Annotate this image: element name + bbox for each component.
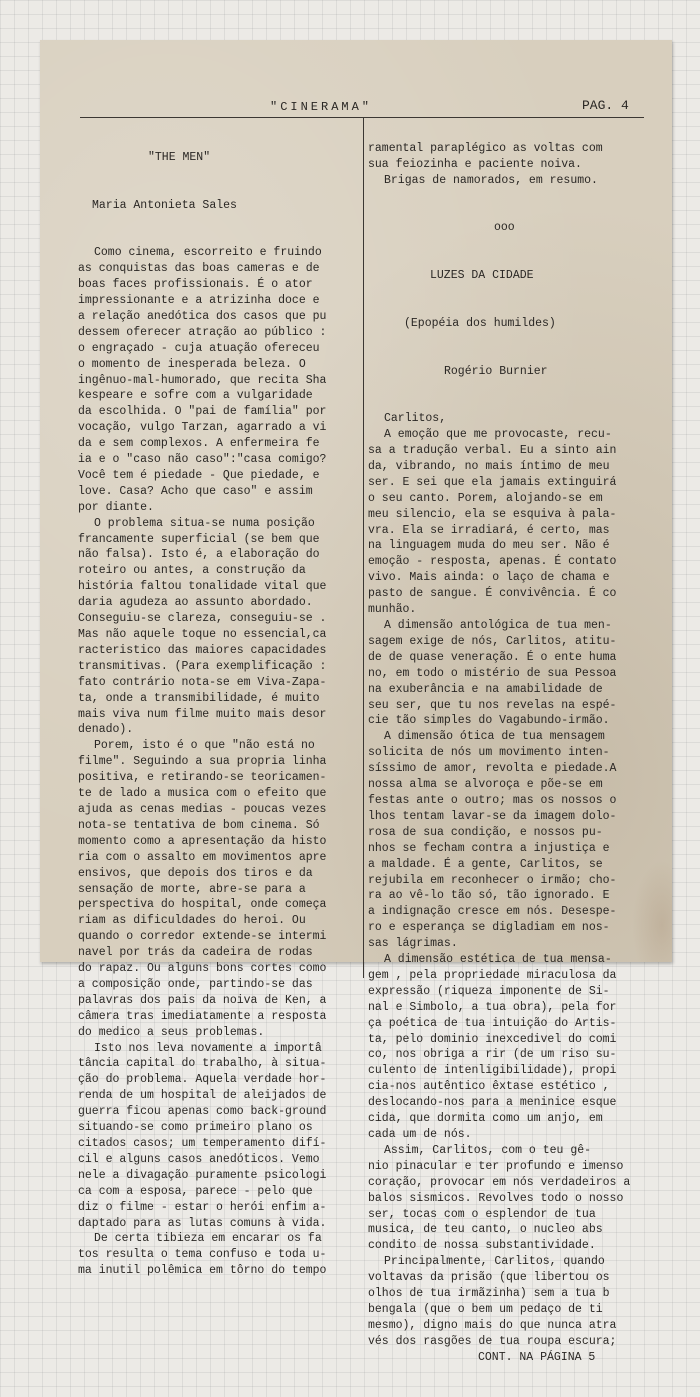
text-line: nio pinacular e ter profundo e imenso xyxy=(368,1159,624,1173)
text-line: nhos se fecham contra a injustiça e xyxy=(368,841,610,855)
text-line: expressão (riqueza imponente de Si- xyxy=(368,984,610,998)
text-line: câmera tras imediatamente a resposta xyxy=(78,1009,327,1023)
text-line: de de quase veneração. É o ente huma xyxy=(368,650,617,664)
text-line: ro e esperança se digladiam em nos- xyxy=(368,921,610,935)
text-line: Conseguiu-se clareza, conseguiu-se . xyxy=(78,612,327,626)
text-line: bengala (que o bem um pedaço de ti xyxy=(368,1302,603,1316)
text-line: cil e alguns casos anedóticos. Vemo xyxy=(78,1152,320,1166)
text-line: vés dos rasgões de tua roupa escura; xyxy=(368,1334,617,1348)
text-line: positiva, e retirando-se teoricamen- xyxy=(78,771,327,785)
text-line: love. Casa? Acho que caso" e assim xyxy=(78,484,313,498)
text-line: no, em todo o mistério de sua Pessoa xyxy=(368,666,617,680)
text-line: musica, de teu canto, o nucleo abs xyxy=(368,1223,603,1237)
page-number: PAG. 4 xyxy=(582,98,629,113)
text-line: Carlitos, xyxy=(384,412,447,426)
text-line: ma inutil polêmica em tôrno do tempo xyxy=(78,1264,327,1278)
continued-text xyxy=(368,141,650,189)
article-subtitle: (Epopéia dos humildes) xyxy=(404,316,556,330)
text-line: A dimensão estética de tua mensa- xyxy=(384,953,612,967)
text-line: a maldade. É a gente, Carlitos, se xyxy=(368,857,603,871)
text-line: do medico a seus problemas. xyxy=(78,1025,265,1039)
text-line: perspectiva do hospital, onde começa xyxy=(78,898,327,912)
text-line: munhão. xyxy=(368,603,417,617)
text-line: renda de um hospital de aleijados de xyxy=(78,1089,327,1103)
text-line: do rapaz. Ou alguns bons cortes como xyxy=(78,962,327,976)
text-line: da escolhida. O "pai de família" por xyxy=(78,405,327,419)
text-line: cida, que dormita como um anjo, em xyxy=(368,1112,603,1126)
text-line: Isto nos leva novamente a importâ xyxy=(94,1041,322,1055)
text-line: filme". Seguindo a sua propria linha xyxy=(78,755,327,769)
text-line: olhos de tua irmãzinha) sem a tua b xyxy=(368,1287,610,1301)
article-title: LUZES DA CIDADE xyxy=(430,269,534,283)
text-line: Principalmente, Carlitos, quando xyxy=(384,1255,605,1269)
text-line: lhos tentam lavar-se da imagem dolo- xyxy=(368,809,617,823)
text-line: A dimensão antológica de tua men- xyxy=(384,619,612,632)
text-line: A dimensão ótica de tua mensagem xyxy=(384,730,605,744)
text-line: rejubila em reconhecer o irmão; cho- xyxy=(368,873,617,887)
text-line: na linguagem muda do meu ser. Não é xyxy=(368,539,610,553)
left-column xyxy=(78,118,358,1311)
text-line: ta, onde a transmibilidade, é muito xyxy=(78,691,320,705)
text-line: mais viva num filme muito mais desor xyxy=(78,707,327,721)
text-line: o seu canto. Porem, alojando-se em xyxy=(368,491,603,505)
article-body xyxy=(78,245,358,1279)
article-title: "THE MEN" xyxy=(148,150,211,164)
text-line: seu ser, que tu nos revelas na espé- xyxy=(368,698,617,712)
text-line: solicita de nós um movimento inten- xyxy=(368,746,610,760)
text-line: coração, provocar em nós verdadeiros a xyxy=(368,1175,631,1189)
text-line: citados casos; um temperamento difí- xyxy=(78,1137,327,1150)
text-line: cia-nos autêntico êxtase estético , xyxy=(368,1080,610,1094)
right-column xyxy=(368,109,650,1397)
text-line: momento como a apresentação da histo xyxy=(78,834,327,848)
text-line: ção do problema. Aquela verdade hor- xyxy=(78,1073,327,1087)
text-line: vra. Ela se irradiará, é certo, mas xyxy=(368,523,610,537)
text-line: navel por trás da cadeira de rodas xyxy=(78,946,313,960)
text-line: ria com o assalto em movimentos apre xyxy=(78,850,327,864)
text-line: diz o filme - estar o herói enfim a- xyxy=(78,1200,327,1214)
column-divider xyxy=(363,118,364,978)
text-line: sagem exige de nós, Carlitos, atitu- xyxy=(368,634,617,648)
text-line: daptado para as lutas comuns à vida. xyxy=(78,1216,327,1230)
text-line: te de lado a musica com o efeito que xyxy=(78,787,327,801)
text-line: tância capital do trabalho, à situa- xyxy=(78,1057,327,1071)
text-line: pasto de sangue. É convivência. É co xyxy=(368,587,617,601)
text-line: daria agudeza ao assunto abordado. xyxy=(78,596,313,610)
text-line: vivo. Mais ainda: o laço de chama e xyxy=(368,571,610,585)
text-line: a relação anedótica dos casos que pu xyxy=(78,309,327,323)
text-line: o engraçado - cuja atuação ofereceu xyxy=(78,341,320,355)
text-line: meu silencio, ela se esquiva à pala- xyxy=(368,507,617,521)
text-line: situando-se como primeiro plano os xyxy=(78,1121,313,1135)
text-line: impressionante e a atrizinha doce e xyxy=(78,293,320,307)
text-line: Você tem é piedade - Que piedade, e xyxy=(78,468,320,482)
text-line: palavras dos pais da noiva de Ken, a xyxy=(78,993,327,1007)
magazine-title: "CINERAMA" xyxy=(270,100,373,114)
text-line: balos sismicos. Revolves todo o nosso xyxy=(368,1191,624,1205)
text-line: na exuberância e na amabilidade de xyxy=(368,682,603,696)
text-line: sas lágrimas. xyxy=(368,937,458,951)
text-line: da e sem complexos. A enfermeira fe xyxy=(78,437,320,451)
text-line: mesmo), digno mais do que nunca atra xyxy=(368,1318,617,1332)
text-line: De certa tibieza em encarar os fa xyxy=(94,1232,322,1246)
text-line: cie tão simples do Vagabundo-irmão. xyxy=(368,714,610,728)
text-line: racteristico das maiores capacidades xyxy=(78,643,327,657)
text-line: a composição onde, partindo-se das xyxy=(78,977,313,991)
text-line: Porem, isto é o que "não está no xyxy=(94,739,315,753)
text-line: ca com a esposa, parece - pelo que xyxy=(78,1184,313,1198)
text-line: ingênuo-mal-humorado, que recita Sha xyxy=(78,373,327,387)
text-line: co, nos obriga a rir (de um riso su- xyxy=(368,1048,617,1062)
text-line: história faltou tonalidade vital que xyxy=(78,580,327,594)
text-line: ia e o "caso não caso":"casa comigo? xyxy=(78,453,327,467)
text-line: nota-se tentativa de bom cinema. Só xyxy=(78,818,320,832)
text-line: a indignação cresce em nós. Desespe- xyxy=(368,905,617,919)
text-line: cada um de nós. xyxy=(368,1128,472,1141)
text-line: sa a tradução verbal. Eu a sinto ain xyxy=(368,444,617,458)
text-line: Mas não aquele toque no essencial,ca xyxy=(78,628,327,641)
text-line: CONT. NA PÁGINA 5 xyxy=(478,1350,596,1364)
section-separator: ooo xyxy=(494,221,515,235)
text-line: emoção - resposta, apenas. É contato xyxy=(368,555,617,569)
text-line: ra ao vê-lo tão só, tão ignorado. E xyxy=(368,889,610,903)
text-line: O problema situa-se numa posição xyxy=(94,516,315,530)
text-line: voltavas da prisão (que libertou os xyxy=(368,1271,610,1285)
text-line: ramental paraplégico as voltas com xyxy=(368,141,603,155)
text-line: fato contrário nota-se em Viva-Zapa- xyxy=(78,675,327,689)
text-line: sua feiozinha e paciente noiva. xyxy=(368,157,582,171)
text-line: sensação de morte, abre-se para a xyxy=(78,882,306,896)
text-line: por diante. xyxy=(78,500,154,514)
text-line: kespeare e sofre com a vulgaridade xyxy=(78,389,313,403)
text-line: o momento de inesperada beleza. O xyxy=(78,357,306,371)
text-line: dessem oferecer atração ao público : xyxy=(78,325,327,339)
text-line: da, vibrando, no mais íntimo de meu xyxy=(368,459,610,473)
text-line: deslocando-nos para a meninice esque xyxy=(368,1096,617,1110)
text-line: gem , pela propriedade miraculosa da xyxy=(368,968,617,982)
text-line: denado). xyxy=(78,723,134,737)
text-line: boas faces profissionais. É o ator xyxy=(78,278,313,292)
text-line: ser. E sei que ela jamais extinguirá xyxy=(368,475,617,489)
text-line: Brigas de namorados, em resumo. xyxy=(384,173,598,187)
text-line: nossa alma se alvoroça e põe-se em xyxy=(368,778,603,792)
text-line: síssimo de amor, revolta e piedade.A xyxy=(368,762,617,776)
text-line: condito de nossa substantividade. xyxy=(368,1239,596,1253)
text-line: não falsa). Isto é, a elaboração do xyxy=(78,548,320,562)
text-line: nal e Simbolo, a tua obra), pela for xyxy=(368,1000,617,1014)
text-line: quando o corredor extende-se intermi xyxy=(78,930,327,944)
article-author: Maria Antonieta Sales xyxy=(92,198,237,212)
text-line: festas ante o outro; mas os nossos o xyxy=(368,793,617,807)
text-line: ça poética de tua intuição do Artis- xyxy=(368,1016,617,1030)
text-line: francamente superficial (se bem que xyxy=(78,532,320,546)
text-line: riam as dificuldades do heroi. Ou xyxy=(78,914,306,928)
text-line: ajuda as cenas medias - poucas vezes xyxy=(78,802,327,816)
text-line: transmitivas. (Para exemplificação : xyxy=(78,659,327,673)
text-line: Como cinema, escorreito e fruindo xyxy=(94,246,322,260)
text-line: culento de intenligibilidade), propi xyxy=(368,1064,617,1078)
article-author: Rogério Burnier xyxy=(444,364,548,378)
text-line: rosa de sua condição, e nossos pu- xyxy=(368,825,603,839)
text-line: ta, pelo dominio inexcedivel do comi xyxy=(368,1032,617,1046)
text-line: A emoção que me provocaste, recu- xyxy=(384,428,612,442)
text-line: ser, tocas com o esplendor de tua xyxy=(368,1207,596,1221)
text-line: vocação, vulgo Tarzan, agarrado a vi xyxy=(78,421,327,435)
article-body xyxy=(368,411,650,1365)
text-line: Assim, Carlitos, com o teu gê- xyxy=(384,1143,592,1157)
text-line: roteiro ou antes, a construção da xyxy=(78,564,306,578)
text-line: ensivos, que depois dos tiros e da xyxy=(78,866,313,880)
text-line: guerra ficou apenas como back-ground xyxy=(78,1105,327,1119)
text-line: nele a divagação puramente psicologi xyxy=(78,1168,327,1182)
text-line: tos resulta o tema confuso e toda u- xyxy=(78,1248,327,1262)
text-line: as conquistas das boas cameras e de xyxy=(78,262,320,276)
